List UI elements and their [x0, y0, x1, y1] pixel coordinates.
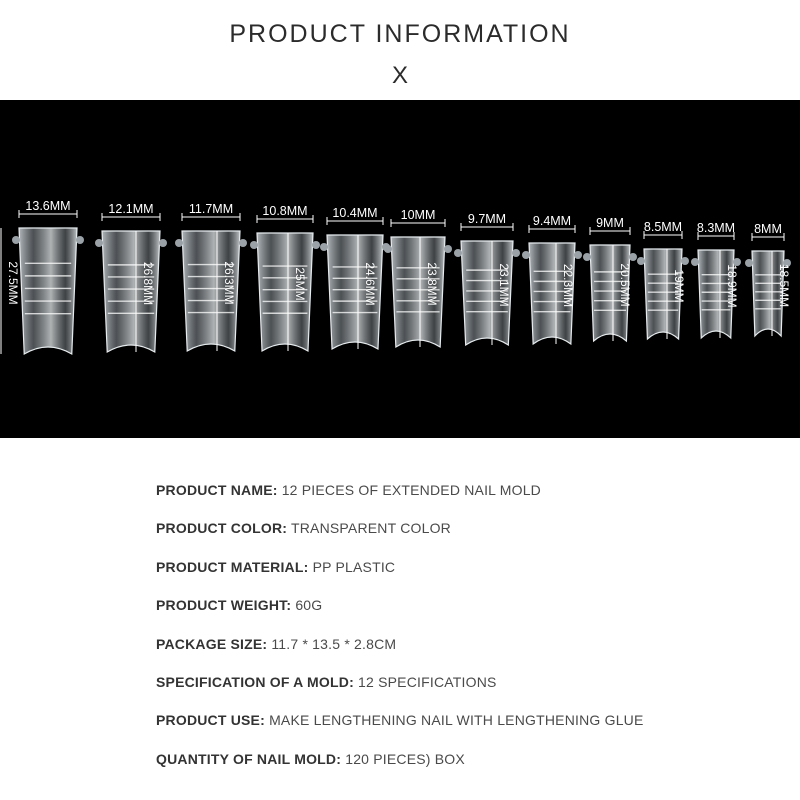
info-row-product-use	[156, 712, 776, 750]
mold-tab	[637, 257, 645, 265]
mold-width-label: 10.4MM	[332, 206, 378, 220]
mold-tab	[629, 253, 637, 261]
mold-tab	[583, 253, 591, 261]
info-row-product-name	[156, 482, 776, 520]
mold-length-label: 20.5MM	[618, 263, 632, 307]
info-row-product-weight	[156, 597, 776, 635]
nail-mold	[454, 212, 520, 345]
mold-width-label: 13.6MM	[25, 199, 71, 213]
nail-mold	[522, 214, 582, 344]
info-label: PRODUCT WEIGHT:	[156, 597, 292, 614]
mold-tab	[384, 245, 392, 253]
mold-width-label: 8.5MM	[643, 220, 683, 234]
mold-tab	[175, 239, 183, 247]
nail-mold	[175, 202, 247, 351]
mold-tab	[239, 239, 247, 247]
info-label: PRODUCT NAME:	[156, 482, 278, 498]
mold-tab	[444, 245, 452, 253]
mold-length-label: 26.8MM	[141, 261, 155, 306]
info-row-specification	[156, 674, 776, 712]
info-label: PRODUCT USE:	[156, 712, 265, 729]
mold-width-label: 9MM	[596, 216, 624, 230]
info-value: 11.7 * 13.5 * 2.8CM	[271, 635, 397, 652]
mold-length-label: 25MM	[293, 267, 307, 301]
nail-mold	[250, 204, 320, 351]
mold-tab	[159, 239, 167, 247]
mold-length-label: 24.6MM	[363, 262, 377, 306]
nail-mold	[583, 216, 637, 341]
mold-width-label: 11.7MM	[188, 202, 234, 216]
mold-tab	[512, 249, 520, 257]
mold-tab	[681, 257, 689, 265]
info-row-package-size	[156, 636, 776, 674]
info-row-quantity	[156, 751, 776, 789]
mold-length-label: 23.8MM	[425, 262, 439, 306]
mold-width-label: 8MM	[754, 222, 782, 236]
nail-mold-diagram	[0, 100, 800, 438]
mold-tab	[250, 241, 258, 249]
nail-mold	[745, 222, 791, 336]
mold-length-label: 22.3MM	[561, 263, 575, 308]
mold-length-label: 18.5MM	[777, 263, 791, 308]
mold-width-label: 9.7MM	[467, 212, 507, 226]
mold-width-label: 9.4MM	[532, 214, 572, 228]
mold-width-label: 12.1MM	[108, 202, 154, 216]
close-icon: X	[391, 62, 408, 89]
nail-mold	[637, 220, 689, 339]
info-row-product-material	[156, 559, 776, 597]
nail-mold-photo	[0, 100, 800, 438]
mold-tab	[454, 249, 462, 257]
mold-tab	[320, 243, 328, 251]
nail-mold-body	[19, 228, 77, 354]
mold-tab	[12, 236, 20, 244]
mold-width-label: 8.3MM	[696, 221, 736, 235]
mold-tab	[745, 259, 753, 267]
mold-tab	[76, 236, 84, 244]
mold-length-label: 27.5MM	[6, 261, 20, 305]
nail-mold	[320, 206, 390, 349]
info-label: PRODUCT MATERIAL:	[156, 558, 309, 575]
nail-mold	[384, 208, 452, 347]
nail-mold	[691, 221, 741, 338]
mold-tab	[312, 241, 320, 249]
info-label: PRODUCT COLOR:	[156, 520, 288, 537]
mold-tab	[574, 251, 582, 259]
nail-mold	[1, 199, 84, 354]
info-row-product-color	[156, 520, 776, 558]
info-label: SPECIFICATION OF A MOLD:	[156, 673, 354, 690]
info-value: TRANSPARENT COLOR	[290, 520, 451, 537]
info-value: 12 PIECES OF EXTENDED NAIL MOLD	[281, 482, 541, 498]
mold-tab	[691, 258, 699, 266]
mold-width-label: 10MM	[400, 208, 436, 222]
mold-width-label: 10.8MM	[262, 204, 308, 218]
info-value: 60G	[295, 597, 323, 614]
info-label: PACKAGE SIZE:	[156, 635, 268, 652]
nail-mold	[95, 202, 167, 352]
mold-length-label: 18.9MM	[725, 264, 739, 308]
mold-length-label: 19MM	[672, 269, 686, 303]
info-value: 120 PIECES) BOX	[345, 750, 465, 767]
page-title: PRODUCT INFORMATION	[229, 20, 571, 48]
info-value: PP PLASTIC	[312, 558, 396, 575]
mold-length-label: 26.3MM	[222, 261, 236, 305]
info-value: 12 SPECIFICATIONS	[358, 673, 497, 690]
product-info-list	[156, 482, 776, 789]
mold-length-label: 23.1MM	[497, 263, 511, 307]
mold-tab	[522, 251, 530, 259]
info-label: QUANTITY OF NAIL MOLD:	[156, 750, 342, 767]
mold-tab	[95, 239, 103, 247]
info-value: MAKE LENGTHENING NAIL WITH LENGTHENING GLUE	[269, 712, 644, 729]
